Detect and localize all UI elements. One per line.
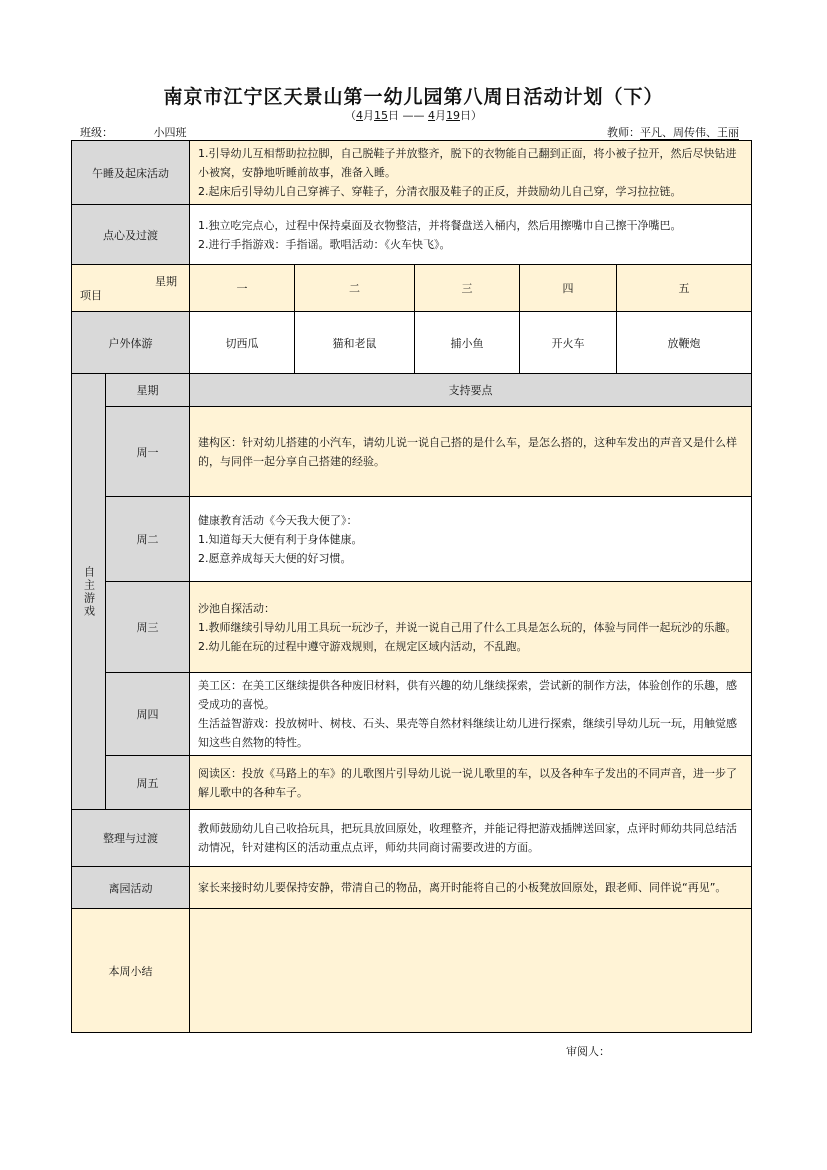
nap-label: 午睡及起床活动 (72, 141, 190, 205)
month-char-1: 月 (363, 109, 374, 122)
leave-row (72, 867, 752, 909)
leave-content: 家长来接时幼儿要保持安静，带清自己的物品，离开时能将自己的小板凳放回原处，跟老师、同伴说“再见”。 (190, 867, 752, 909)
day-wed: 三 (415, 265, 520, 312)
free-play-label (72, 374, 106, 810)
day-mon: 一 (190, 265, 295, 312)
free-play-label-text: 自主游戏 (82, 565, 96, 618)
summary-content (190, 909, 752, 1033)
mon-line-1: 建构区：针对幼儿搭建的小汽车，请幼儿说一说自己搭的是什么车，是怎么搭的，这种车发出的声音又是什么样的，与同伴一起分享自己搭建的经验。 (198, 435, 737, 468)
free-play-row-wed (72, 582, 752, 673)
day-char-1: 日 (388, 109, 399, 122)
wed-line-1: 沙池自探活动： (198, 601, 275, 615)
day-fri: 五 (617, 265, 752, 312)
end-month: 4 (428, 109, 435, 122)
free-play-row-thu (72, 673, 752, 756)
free-play-col-day: 星期 (106, 374, 190, 407)
free-play-points-mon (190, 407, 752, 497)
summary-label: 本周小结 (72, 909, 190, 1033)
week-header-corner (72, 265, 190, 312)
free-play-day-fri: 周五 (106, 756, 190, 810)
outdoor-row (72, 312, 752, 374)
month-char-2: 月 (435, 109, 446, 122)
outdoor-game-mon: 切西瓜 (190, 312, 295, 374)
wed-line-2: 1.教师继续引导幼儿用工具玩一玩沙子，并说一说自己用了什么工具是怎么玩的，体验与同伴一起玩沙的乐趣。 (198, 620, 737, 634)
date-dash: —— (402, 109, 425, 122)
start-month: 4 (356, 109, 363, 122)
leave-label: 离园活动 (72, 867, 190, 909)
week-header-row (72, 265, 752, 312)
activity-plan-table (71, 140, 752, 1033)
nap-content (190, 141, 752, 205)
start-day: 15 (374, 109, 388, 122)
class-value: 小四班 (117, 124, 223, 141)
nap-line-2: 2.起床后引导幼儿自己穿裤子、穿鞋子，分清衣服及鞋子的正反，并鼓励幼儿自己穿，学习拉拉链。 (198, 185, 682, 198)
reviewer-label: 审阅人： (566, 1045, 610, 1058)
tidy-row (72, 810, 752, 867)
free-play-day-thu: 周四 (106, 673, 190, 756)
tue-line-1: 健康教育活动《今天我大便了》： (198, 513, 358, 527)
item-label: 项目 (80, 289, 102, 302)
free-play-points-fri (190, 756, 752, 810)
thu-line-2: 生活益智游戏：投放树叶、树枝、石头、果壳等自然材料继续让幼儿进行探索，继续引导幼儿玩一玩，用触觉感知这些自然物的特性。 (198, 717, 737, 749)
free-play-row-fri (72, 756, 752, 810)
free-play-header-row (72, 374, 752, 407)
outdoor-label: 户外体游 (72, 312, 190, 374)
snack-line-2: 2.进行手指游戏：手指谣。歌唱活动：《火车快飞》。 (198, 237, 451, 251)
page-title: 南京市江宁区天景山第一幼儿园第八周日活动计划（下） (163, 86, 664, 108)
nap-line-1: 1.引导幼儿互相帮助拉拉脚，自己脱鞋子并放整齐，脱下的衣物能自己翻到正面，将小被子拉开，然后尽快钻进小被窝，安静地听睡前故事，准备入睡。 (198, 147, 737, 179)
outdoor-game-thu: 开火车 (520, 312, 617, 374)
date-range (0, 107, 827, 123)
teacher-line (607, 124, 739, 140)
class-line (80, 124, 223, 141)
thu-line-1: 美工区：在美工区继续提供各种废旧材料，供有兴趣的幼儿继续探索，尝试新的制作方法，体验创作的乐趣，感受成功的喜悦。 (198, 679, 737, 711)
date-open: （ (345, 109, 356, 122)
tidy-content: 教师鼓励幼儿自己收拾玩具，把玩具放回原处，收理整齐，并能记得把游戏插牌送回家，点评时师幼共同总结活动情况，针对建构区的活动重点点评，师幼共同商讨需要改进的方面。 (190, 810, 752, 867)
wed-line-3: 2.幼儿能在玩的过程中遵守游戏规则，在规定区域内活动，不乱跑。 (198, 639, 528, 653)
day-char-2: 日 (460, 109, 471, 122)
tue-line-3: 2.愿意养成每天大便的好习惯。 (198, 551, 352, 565)
tidy-label: 整理与过渡 (72, 810, 190, 867)
date-close: ） (471, 109, 482, 122)
free-play-col-points: 支持要点 (190, 374, 752, 407)
outdoor-game-tue: 猫和老鼠 (295, 312, 415, 374)
class-label: 班级： (80, 126, 113, 139)
fri-line-1: 阅读区：投放《马路上的车》的儿歌图片引导幼儿说一说儿歌里的车，以及各种车子发出的不同声音，进一步了解儿歌中的各种车子。 (198, 766, 737, 799)
summary-row (72, 909, 752, 1033)
teacher-value: 平凡、周传伟、王丽 (640, 126, 739, 139)
teacher-label: 教师： (607, 126, 640, 139)
snack-line-1: 1.独立吃完点心，过程中保持桌面及衣物整洁，并将餐盘送入桶内，然后用擦嘴巾自己擦干净嘴巴。 (198, 218, 682, 232)
day-tue: 二 (295, 265, 415, 312)
snack-content (190, 205, 752, 265)
outdoor-game-wed: 捕小鱼 (415, 312, 520, 374)
free-play-day-tue: 周二 (106, 497, 190, 582)
free-play-row-tue (72, 497, 752, 582)
tue-line-2: 1.知道每天大便有利于身体健康。 (198, 532, 363, 546)
free-play-points-thu (190, 673, 752, 756)
day-thu: 四 (520, 265, 617, 312)
snack-label: 点心及过渡 (72, 205, 190, 265)
days-label: 星期 (155, 275, 177, 288)
outdoor-game-fri: 放鞭炮 (617, 312, 752, 374)
free-play-points-tue (190, 497, 752, 582)
end-day: 19 (446, 109, 460, 122)
free-play-day-mon: 周一 (106, 407, 190, 497)
free-play-row-mon (72, 407, 752, 497)
free-play-points-wed (190, 582, 752, 673)
free-play-day-wed: 周三 (106, 582, 190, 673)
snack-row (72, 205, 752, 265)
nap-row (72, 141, 752, 205)
